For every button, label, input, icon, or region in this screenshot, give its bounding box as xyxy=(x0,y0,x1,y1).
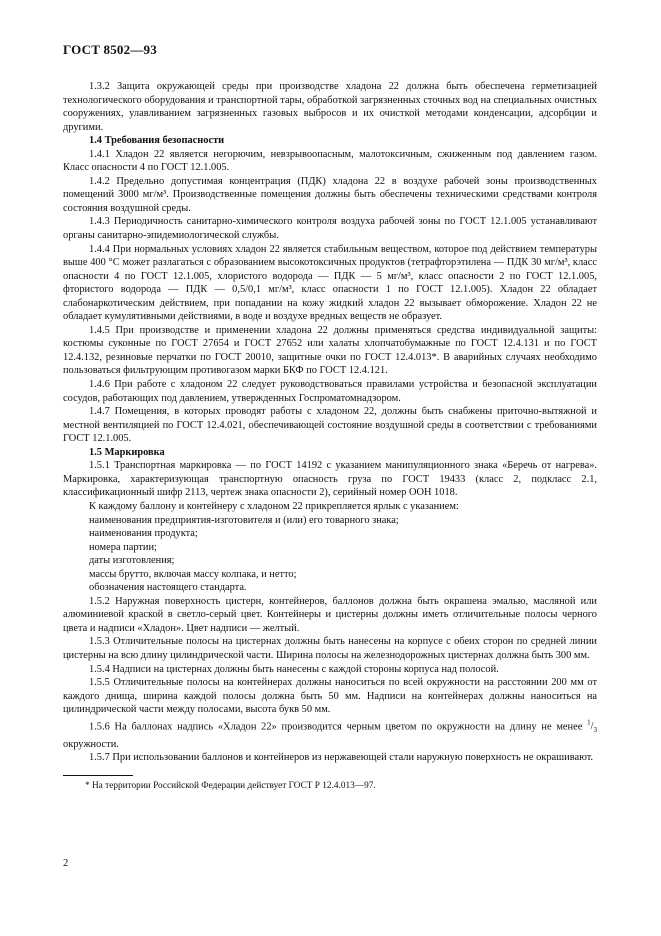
paragraph-1-5-6-text: 1.5.6 На баллонах надпись «Хладон 22» производится черным цветом по окружности на длину не менее xyxy=(89,721,583,733)
section-heading-1-4: 1.4 Требования безопасности xyxy=(89,135,225,147)
label-list-item: номера партии; xyxy=(89,541,157,553)
paragraph-1-5-7: 1.5.7 При использовании баллонов и контейнеров из нержавеющей стали наружную поверхность не окрашивают. xyxy=(89,752,594,764)
paragraph-1-4-3: 1.4.3 Периодичность санитарно-химического контроля воздуха рабочей зоны по ГОСТ 12.1.005 устанавливают органы санитарно-эпидемиологической службы. xyxy=(63,216,597,242)
document-header: ГОСТ 8502—93 xyxy=(63,42,157,57)
paragraph-1-4-7: 1.4.7 Помещения, в которых проводят работы с хладоном 22, должны быть снабжены приточно-вытяжной и местной вентиляцией по ГОСТ 12.4.021, обеспечивающей состояние воздушной среды в соответствии с требованиями ГОСТ 12.1.005. xyxy=(63,406,597,445)
fraction-denominator: 3 xyxy=(593,726,597,735)
paragraph-1-5-4: 1.5.4 Надписи на цистернах должны быть нанесены с каждой стороны корпуса над полосой. xyxy=(89,663,499,675)
fraction-one-third: $^1/_3$ xyxy=(587,718,597,735)
paragraph-1-5-1-label-intro: К каждому баллону и контейнеру с хладоном 22 прикрепляется ярлык с указанием: xyxy=(89,500,459,512)
paragraph-1-4-5: 1.4.5 При производстве и применении хладона 22 должны применяться средства индивидуальной защиты: костюмы суконные по ГОСТ 27654 и ГОСТ 27652 или халаты хлопчатобумажные по ГОСТ 12.4.131 и по ГОСТ 12.4.132, резиновые перчатки по ГОСТ 20010, защитные очки по ГОСТ 12.4.013*. В аварийных случаях необходимо пользоваться фильтрующим противогазом марки БКФ по ГОСТ 12.4.121. xyxy=(63,324,597,377)
paragraph-1-5-2: 1.5.2 Наружная поверхность цистерн, контейнеров, баллонов должна быть окрашена эмалью, масляной или алюминиевой краской в светло-серый цвет. Контейнеры и цистерны должны иметь отличительные полосы черного цвета и надписи «Хладон». Цвет надписи — желтый. xyxy=(63,595,597,634)
section-heading-1-5: 1.5 Маркировка xyxy=(89,446,165,458)
document-body xyxy=(63,80,597,792)
paragraph-1-3-2: 1.3.2 Защита окружающей среды при производстве хладона 22 должна быть обеспечена герметизацией технологического оборудования и транспортной тары, обработкой загрязненных сточных вод на специальных очистных сооружениях, улавливанием загрязненных газовых выбросов и их очисткой методами конденсации, адсорбции и другими. xyxy=(63,81,597,133)
paragraph-1-5-6-end: окружности. xyxy=(63,738,119,750)
page-number: 2 xyxy=(63,858,69,869)
paragraph-1-5-1: 1.5.1 Транспортная маркировка — по ГОСТ 14192 с указанием манипуляционного знака «Беречь от нагрева». Маркировка, характеризующая транспортную опасность груза по ГОСТ 19433 (класс 2, подкласс 2.1, классификационный шифр 2113, чертеж знака опасности 2), серийный номер ООН 1018. xyxy=(63,460,597,499)
paragraph-1-4-4: 1.4.4 При нормальных условиях хладон 22 является стабильным веществом, которое под действием температуры выше 400 °С может разлагаться с образованием высокотоксичных продуктов (тетрафторэтилена — ПДК 30 мг/м³, класс опасности 4 по ГОСТ 12.1.005, хлористого водорода — ПДК — 5 мг/м³, класс опасности 2 по ГОСТ 12.1.005, фтористого водорода — ПДК — 0,5/0,1 мг/м³, класс опасности 1 по ГОСТ 12.1.005). Хладон 22 обладает слабонаркотическим действием, при попадании на кожу жидкий хладон 22 вызывает обморожение. Хладон 22 не обладает кумулятивными действиями, в воде и воздухе вредных веществ не образует. xyxy=(63,243,597,323)
paragraph-1-4-2: 1.4.2 Предельно допустимая концентрация (ПДК) хладона 22 в воздухе рабочей зоны производственных помещений 3000 мг/м³. Производственные помещения должны быть обеспечены техническими средствами контроля состояния воздушной среды. xyxy=(63,175,597,214)
label-list-item: наименования предприятия-изготовителя и (или) его товарного знака; xyxy=(89,514,399,526)
paragraph-1-4-6: 1.4.6 При работе с хладоном 22 следует руководствоваться правилами устройства и безопасной эксплуатации сосудов, работающих под давлением, утвержденных Госпроматомнадзором. xyxy=(63,379,597,404)
label-list-item: даты изготовления; xyxy=(89,555,175,567)
paragraph-1-5-5: 1.5.5 Отличительные полосы на контейнерах должны наноситься по всей окружности на расстоянии 200 мм от каждого днища, ширина каждой полосы должна быть 50 мм. Надписи на контейнерах должны наноситься на цилиндрической части между полосами, высота букв 50 мм. xyxy=(63,677,597,716)
label-list-item: наименования продукта; xyxy=(89,528,198,540)
label-list-item: массы брутто, включая массу колпака, и нетто; xyxy=(89,568,297,580)
fraction-numerator: 1 xyxy=(587,718,591,727)
paragraph-1-5-6 xyxy=(63,717,597,752)
paragraph-1-5-3: 1.5.3 Отличительные полосы на цистернах должны быть нанесены на корпусе с обеих сторон по средней линии цистерны на всю длину цилиндрической части. Ширина полосы на железнодорожных цистернах должна быть 300 мм. xyxy=(63,636,597,661)
footnote-separator xyxy=(63,775,133,776)
footnote: * На территории Российской Федерации действует ГОСТ Р 12.4.013—97. xyxy=(85,780,376,791)
paragraph-1-4-1: 1.4.1 Хладон 22 является негорючим, невзрывоопасным, малотоксичным, сжиженным под давлением газом. Класс опасности 4 по ГОСТ 12.1.005. xyxy=(63,148,597,174)
label-list-item: обозначения настоящего стандарта. xyxy=(89,582,247,594)
